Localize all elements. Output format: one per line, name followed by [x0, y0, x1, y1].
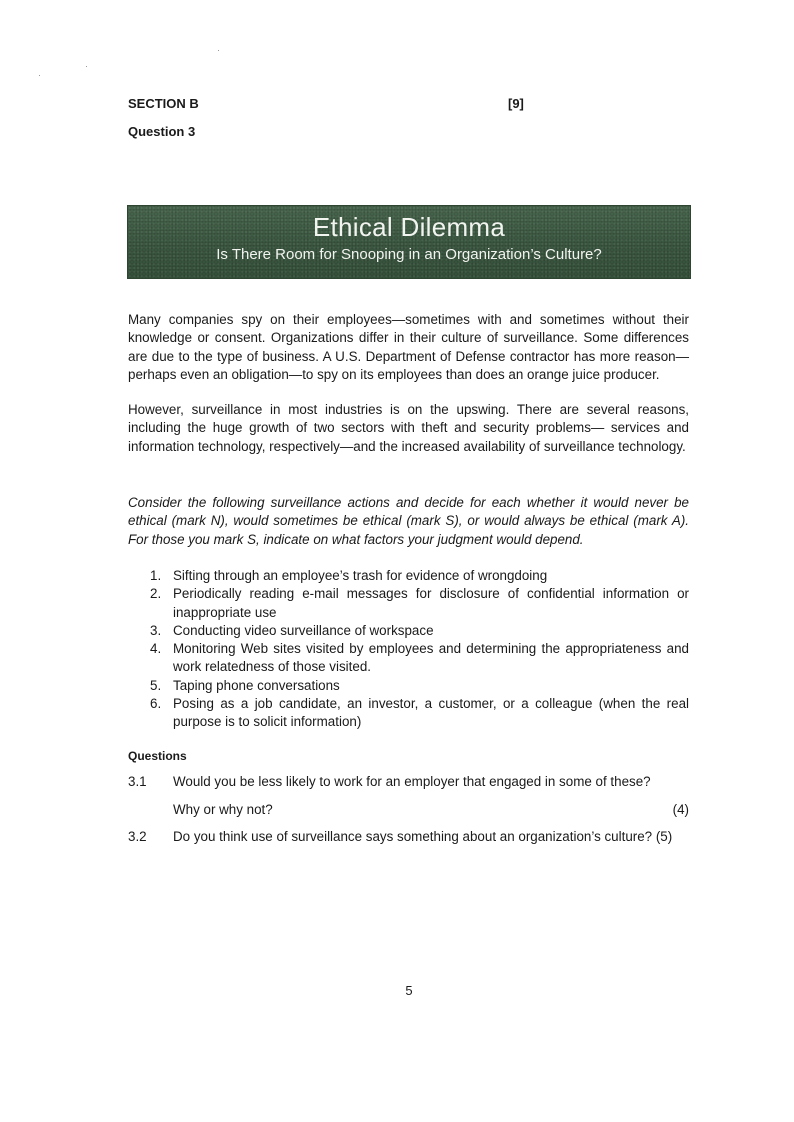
list-item-text: Conducting video surveillance of workspace	[173, 622, 434, 638]
question-number: 3.1	[128, 774, 147, 789]
surveillance-paragraph: However, surveillance in most industries is on the upswing. There are several reasons, including the huge growth of two sectors with theft and security problems— services and information technology, respectively—and the increased availability of surveillance technology.	[128, 402, 689, 454]
ethical-dilemma-banner	[127, 205, 691, 279]
scan-speck	[86, 66, 87, 67]
question-number: 3.2	[128, 829, 147, 844]
question-text: Would you be less likely to work for an employer that engaged in some of these?	[173, 774, 651, 789]
list-item-number: 5.	[150, 677, 162, 693]
question-text: Why or why not?	[173, 802, 273, 817]
list-item-number: 4.	[150, 641, 162, 657]
question-3-1-continued	[128, 801, 689, 819]
question-label: Question 3	[128, 124, 196, 139]
list-item-number: 2.	[150, 586, 162, 602]
page-number: 5	[405, 983, 413, 998]
list-item	[128, 677, 689, 695]
section-label: SECTION B	[128, 96, 199, 111]
instruction-paragraph: Consider the following surveillance actions and decide for each whether it would never be ethical (mark N), would sometimes be ethical (mark S), or would always be ethical (mark A). For those you mark S, indicate on what factors your judgment would depend.	[128, 495, 689, 547]
scan-speck	[218, 50, 219, 51]
question-text: Do you think use of surveillance says something about an organization’s culture? (5)	[173, 829, 673, 844]
list-item	[128, 695, 689, 732]
banner-title: Ethical Dilemma	[312, 212, 506, 242]
list-item	[128, 640, 689, 677]
questions-heading: Questions	[128, 749, 187, 763]
scan-speck	[39, 75, 40, 76]
list-item-text: Periodically reading e-mail messages for disclosure of confidential information or inappropriate use	[173, 586, 689, 620]
list-item-text: Sifting through an employee’s trash for evidence of wrongdoing	[173, 568, 548, 583]
banner-subtitle: Is There Room for Snooping in an Organization’s Culture?	[216, 246, 602, 263]
list-item	[128, 567, 689, 585]
question-marks: (4)	[672, 802, 689, 817]
question-3-1	[128, 773, 689, 791]
list-item	[128, 585, 689, 622]
list-item-text: Taping phone conversations	[173, 677, 340, 693]
list-item-number: 6.	[150, 696, 162, 712]
list-item	[128, 622, 689, 640]
intro-paragraph: Many companies spy on their employees—sometimes with and sometimes without their knowledge or consent. Organizations differ in their culture of surveillance. Some differences are due to the type of business. A U.S. Department of Defense contractor has more reason—perhaps even an obligation—to spy on its employees than does an orange juice producer.	[128, 312, 689, 382]
surveillance-actions-list	[128, 567, 689, 732]
list-item-number: 1.	[150, 568, 162, 583]
list-item-number: 3.	[150, 622, 162, 638]
list-item-text: Monitoring Web sites visited by employees and determining the appropriateness and work relatedness of those visited.	[173, 641, 689, 675]
question-3-2	[128, 828, 689, 846]
section-marks: [9]	[508, 96, 524, 111]
section-header	[128, 96, 548, 114]
list-item-text: Posing as a job candidate, an investor, a customer, or a colleague (when the real purpose is to solicit information)	[173, 696, 689, 730]
